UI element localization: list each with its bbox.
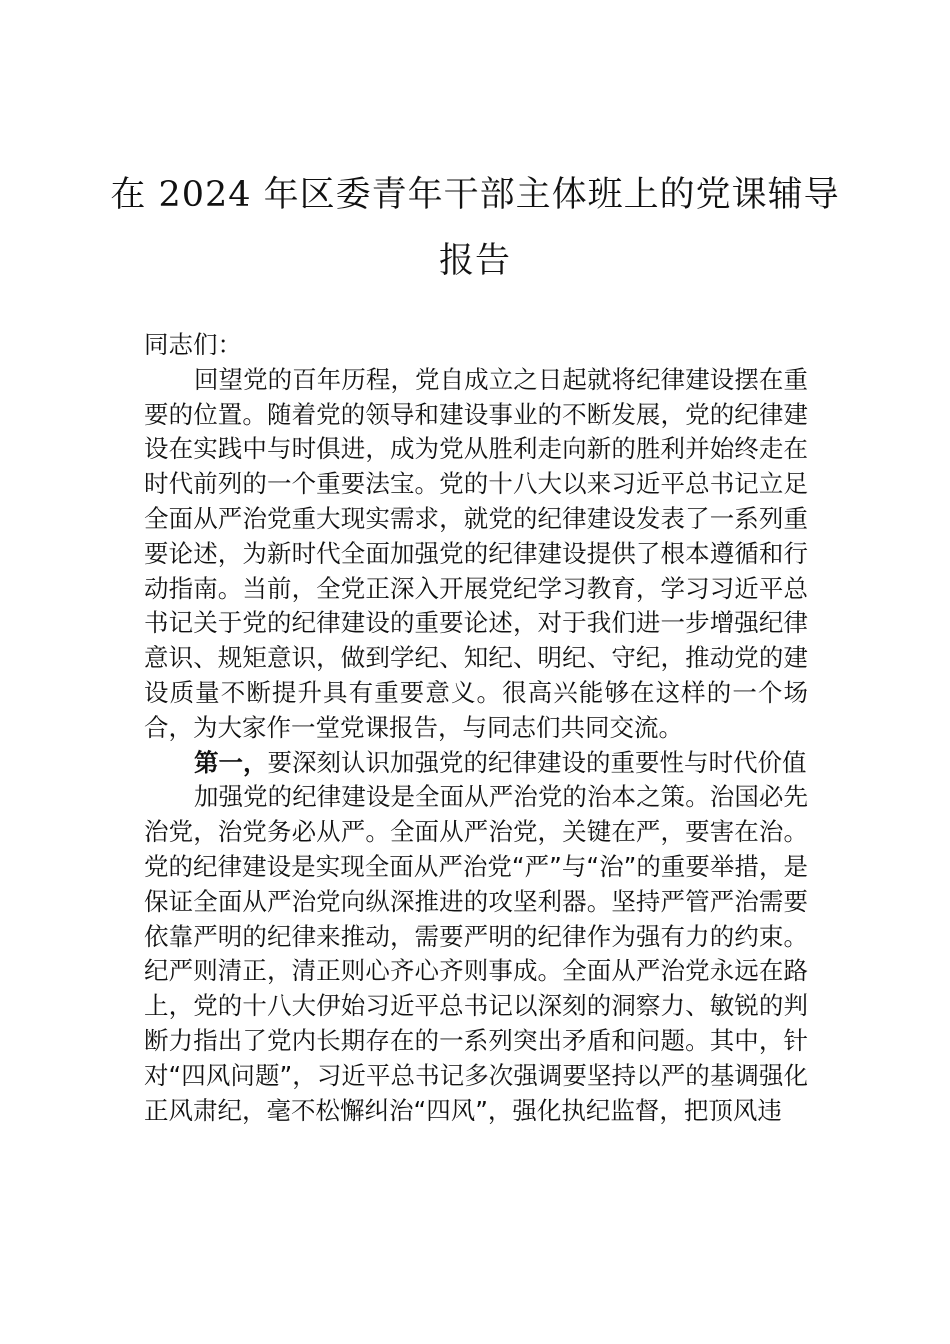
section-paragraph: 加强党的纪律建设是全面从严治党的治本之策。治国必先治党，治党务必从严。全面从严治党，关键在严，要害在治。党的纪律建设是实现全面从严治党“严”与“治”的重要举措，是保证全面从严治党向纵深推进的攻坚利器。坚持严管严治需要依靠严明的纪律来推动，需要严明的纪律作为强有力的约束。纪严则清正，清正则心齐心齐则事成。全面从严治党永远在路上，党的十八大伊始习近平总书记以深刻的洞察力、敏锐的判断力指出了党内长期存在的一系列突出矛盾和问题。其中，针对“四风问题”，习近平总书记多次强调要坚持以严的基调强化正风肃纪，毫不松懈纠治“四风”，强化执纪监督，把顶风违: [144, 782, 808, 1125]
salutation: 同志们：: [144, 330, 242, 359]
intro-paragraph: 回望党的百年历程，党自成立之日起就将纪律建设摆在重要的位置。随着党的领导和建设事业的不断发展，党的纪律建设在实践中与时俱进，成为党从胜利走向新的胜利并始终走在时代前列的一个重要法宝。党的十八大以来习近平总书记立足全面从严治党重大现实需求，就党的纪律建设发表了一系列重要论述，为新时代全面加强党的纪律建设提供了根本遵循和行动指南。当前，全党正深入开展党纪学习教育，学习习近平总书记关于党的纪律建设的重要论述，对于我们进一步增强纪律意识、规矩意识，做到学纪、知纪、明纪、守纪，推动党的建设质量不断提升具有重要意义。很高兴能够在这样的一个场合，为大家作一堂党课报告，与同志们共同交流。: [144, 364, 808, 742]
document-title: 在 2024 年区委青年干部主体班上的党课辅导报告: [110, 175, 840, 281]
section-heading: [144, 746, 808, 781]
section-heading-lead: 第一，: [194, 747, 268, 777]
section-heading-text: 要深刻认识加强党的纪律建设的重要性与时代价值: [267, 747, 807, 777]
document-body: [144, 328, 808, 1128]
